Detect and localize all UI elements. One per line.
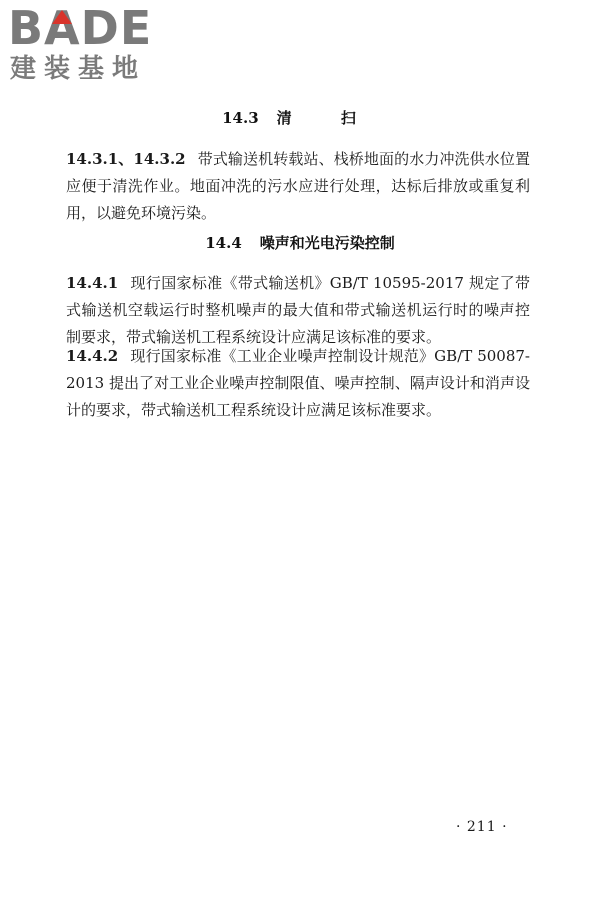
clause-number: 14.4.2 — [66, 347, 119, 365]
clause-14-4-2 — [66, 343, 530, 424]
section-number: 14.3 — [222, 109, 259, 127]
page-number: · 211 · — [456, 819, 508, 835]
section-heading-14-4 — [0, 233, 600, 253]
clause-number: 14.4.1 — [66, 274, 119, 292]
clause-text: 带式输送机转载站、栈桥地面的水力冲洗供水位置应便于清洗作业。地面冲洗的污水应进行处理，达标后排放或重复利用，以避免环境污染。 — [66, 150, 530, 222]
bade-logo — [8, 1, 178, 88]
clause-14-3-1 — [66, 146, 530, 227]
clause-14-4-1 — [66, 270, 530, 351]
logo-brand: BADE — [8, 1, 153, 55]
logo-subtitle: 建装基地 — [10, 54, 147, 84]
clause-number: 14.3.1、14.3.2 — [66, 150, 186, 168]
section-title: 噪声和光电污染控制 — [259, 234, 395, 252]
clause-text: 现行国家标准《带式输送机》GB/T 10595-2017 规定了带式输送机空载运行时整机噪声的最大值和带式输送机运行时的噪声控制要求，带式输送机工程系统设计应满足该标准的要求。 — [66, 274, 530, 346]
section-number: 14.4 — [205, 234, 242, 252]
section-title: 清 扫 — [276, 109, 378, 127]
clause-text: 现行国家标准《工业企业噪声控制设计规范》GB/T 50087-2013 提出了对工业企业噪声控制限值、噪声控制、隔声设计和消声设计的要求，带式输送机工程系统设计应满足该标准要求。 — [66, 347, 530, 419]
section-heading-14-3 — [0, 108, 600, 128]
logo-triangle-icon — [52, 10, 72, 24]
